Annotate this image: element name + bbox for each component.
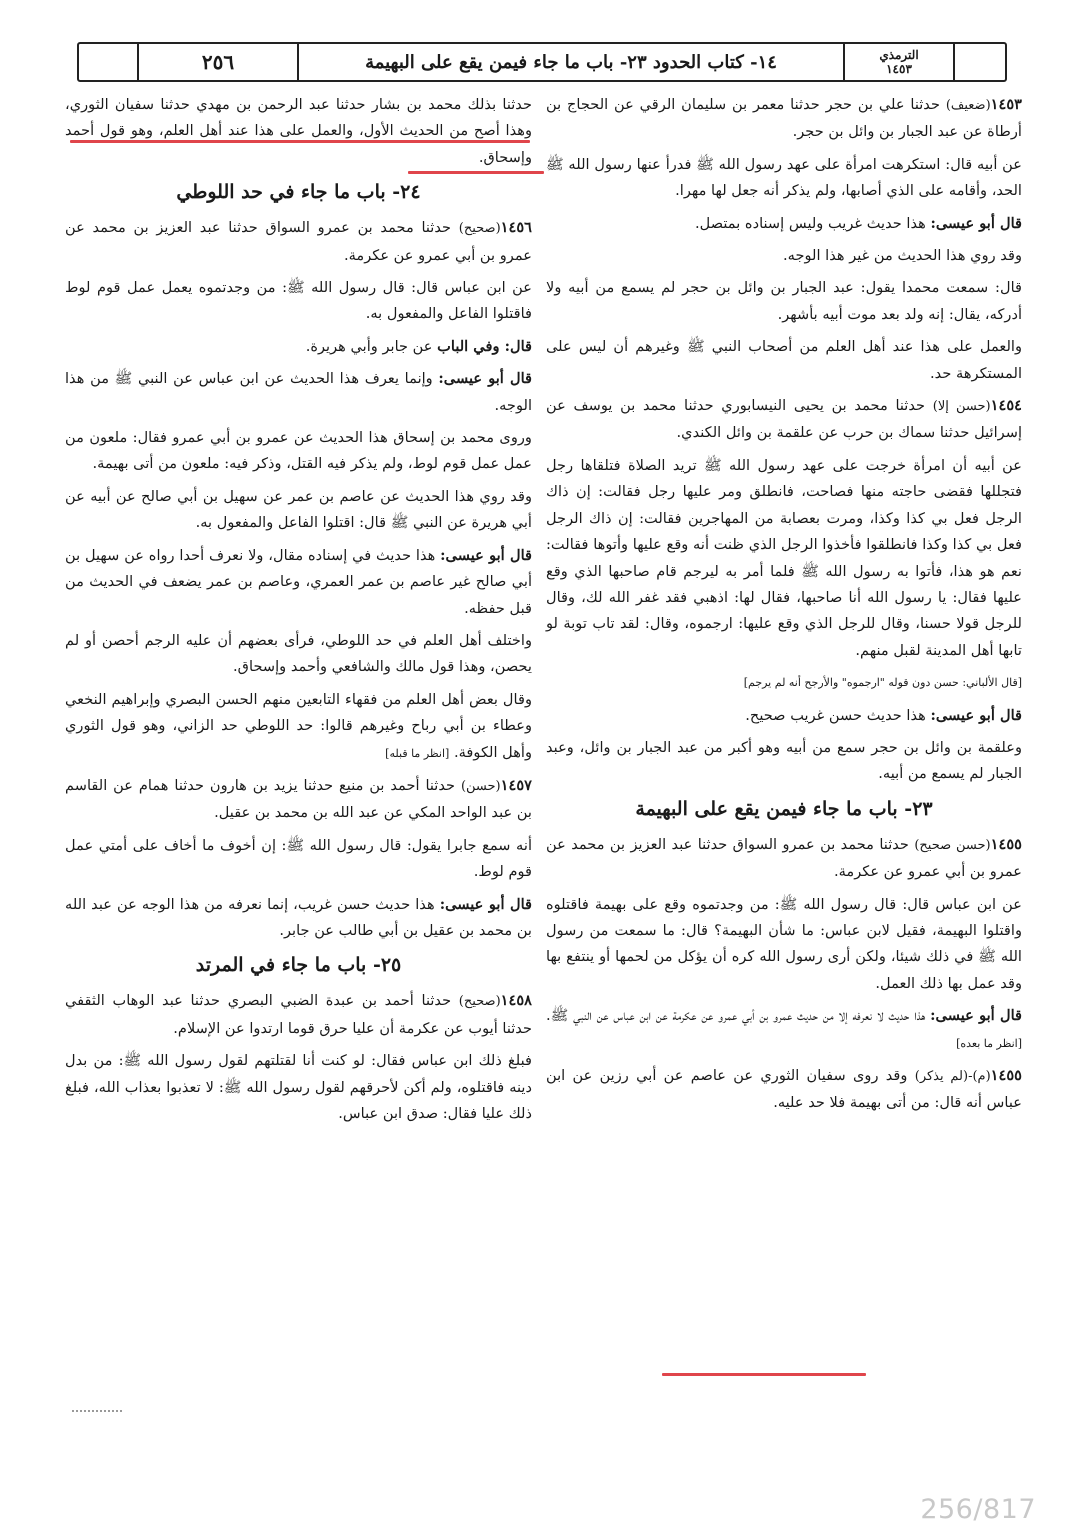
hadith-1455m: ١٤٥٥(م)-(لم يذكر) وقد روى سفيان الثوري عن عاصم عن أبي رزين عن ابن عباس أنه قال: من أتى بهيمة فلا حد عليه. (546, 1067, 1023, 1112)
hadith-1457-chain: ١٤٥٧(حسن) حدثنا أحمد بن منيع حدثنا يزيد بن هارون حدثنا همام عن القاسم بن عبد الواحد المكي عن عبد الله بن محمد بن عقيل. (65, 776, 532, 822)
hadith-1456-comment: قال أبو عيسى: وإنما يعرف هذا الحديث عن ابن عباس عن النبي ﷺ من هذا الوجه. (65, 370, 532, 414)
left-column (65, 92, 532, 1133)
hadith-1457-text: أنه سمع جابرا يقول: قال رسول الله ﷺ: إن أخوف ما أخاف على أمتي عمل قوم لوط. (65, 836, 532, 881)
hadith-1456-paragraph-4: واختلف أهل العلم في حد اللوطي، فرأى بعضهم أن عليه الرجم أحصن أو لم يحصن، وهذا قول مالك والشافعي وأحمد وإسحاق. (65, 631, 532, 676)
continuation-text: حدثنا بذلك محمد بن بشار حدثنا عبد الرحمن بن مهدي حدثنا سفيان الثوري، وهذا أصح من الحديث الأول، والعمل على هذا عند أهل العلم، وهو قول أحمد وإسحاق. (65, 96, 533, 166)
hadith-1454-paragraph-2: وعلقمة بن وائل بن حجر سمع من أبيه وهو أكبر من عبد الجبار بن وائل، وعبد الجبار لم يسمع من أبيه. (546, 738, 1022, 783)
hadith-1456-comment-2: قال أبو عيسى: هذا حديث في إسناده مقال، ولا نعرف أحدا رواه عن سهيل بن أبي صالح غير عاصم بن عمر العمري، وعاصم بن عمر يضعف في الحديث من قبل حفظه. (65, 546, 533, 617)
page-counter: 256/817 (920, 1494, 1036, 1525)
section-24-title: ٢٤- باب ما جاء في حد اللوطي (176, 181, 421, 204)
hadith-1453-paragraph-2: وقد روي هذا الحديث من غير هذا الوجه. (782, 247, 1022, 265)
section-23-title: ٢٣- باب ما جاء فيمن يقع على البهيمة (635, 797, 933, 820)
footnote-dots (72, 1410, 122, 1412)
header-hadith-number: ١٤٥٣ (886, 62, 912, 76)
hadith-1456-paragraph-3: وقد روي هذا الحديث عن عاصم بن عمر عن سهيل بن أبي صالح عن أبيه عن أبي هريرة عن النبي ﷺ قال: اقتلوا الفاعل والمفعول به. (65, 487, 532, 532)
header-page-number: ٢٥٦ (139, 44, 299, 80)
hadith-1453-text: عن أبيه قال: استكرهت امرأة على عهد رسول الله ﷺ فدرأ عنها رسول الله ﷺ الحد، وأقامه على الذي أصابها، ولم يذكر أنه جعل لها مهرا. (546, 155, 1022, 200)
header-blank-left (79, 44, 139, 80)
hadith-1453-chain: ١٤٥٣(ضعيف) حدثنا علي بن حجر حدثنا معمر بن سليمان الرقي عن الحجاج بن أرطاة عن عبد الجبار بن وائل بن حجر. (546, 96, 1023, 141)
header-collection: الترمذي (879, 48, 919, 62)
header-title: ١٤- كتاب الحدود ٢٣- باب ما جاء فيمن يقع على البهيمة (299, 44, 845, 80)
hadith-1453-paragraph-3: قال: سمعت محمدا يقول: عبد الجبار بن وائل بن حجر لم يسمع من أبيه ولا أدركه، يقال: إنه ولد بعد موت أبيه بأشهر. (546, 279, 1022, 323)
hadith-1454-albani-note: [قال الألباني: حسن دون قوله "ارجموه" والأرجح أنه لم يرجم] (743, 676, 1022, 690)
right-column (546, 92, 1022, 1123)
hadith-1454-text: عن أبيه أن امرأة خرجت على عهد رسول الله ﷺ تريد الصلاة فتلقاها رجل فتجللها فقضى حاجته منها فصاحت، فانطلق ومر عليها رجل فقالت: إن ذاك الرجل فعل بي كذا وكذا، ومرت بعصابة من المهاجرين فقالت: إن ذاك الرجل فعل بي كذا وكذا فانطلقوا فأخذوا الرجل الذي ظنت أنه وقع عليها وأتوها فقالت: نعم هو هذا، فأتوا به رسول الله ﷺ فلما أمر به ليرجم قام صاحبها الذي وقع عليها فقال: يا رسول الله أنا صاحبها، فقال لها: اذهبي فقد غفر الله لك، وقال للرجل قولا حسنا، وقال للرجل الذي وقع عليها: ارجموه، وقال: لقد تاب توبة لو تابها أهل المدينة لقبل منهم. (546, 456, 1022, 659)
page-header (77, 42, 1007, 82)
hadith-1456-paragraph-5: وقال بعض أهل العلم من فقهاء التابعين منهم الحسن البصري وإبراهيم النخعي وعطاء بن أبي رباح وغيرهم قالوا: حد اللوطي حد الزاني، وهو قول الثوري وأهل الكوفة. [انظر ما قبله] (65, 690, 532, 761)
hadith-1454-chain: ١٤٥٤(حسن إلا) حدثنا محمد بن يحيى النيسابوري حدثنا محمد بن يوسف عن إسرائيل حدثنا سماك بن حرب عن علقمة بن وائل الكندي. (546, 397, 1022, 442)
hadith-1456-bab: قال: وفي الباب عن جابر وأبي هريرة. (305, 337, 532, 355)
hadith-1453-comment: قال أبو عيسى: هذا حديث غريب وليس إسناده بمتصل. (695, 214, 1022, 232)
hadith-1455-chain: ١٤٥٥(حسن صحيح) حدثنا محمد بن عمرو السواق حدثنا عبد العزيز بن محمد عن عمرو بن أبي عمرو عن عكرمة. (546, 835, 1022, 881)
header-hadith-id (845, 44, 955, 80)
hadith-1456-text: عن ابن عباس قال: قال رسول الله ﷺ: من وجدتموه يعمل عمل قوم لوط فاقتلوا الفاعل والمفعول به. (65, 279, 532, 323)
highlight-underline-1 (70, 140, 530, 143)
hadith-1457-comment: قال أبو عيسى: هذا حديث حسن غريب، إنما نعرفه من هذا الوجه عن عبد الله بن محمد بن عقيل بن أبي طالب عن جابر. (65, 895, 532, 939)
hadith-1458-chain: ١٤٥٨(صحيح) حدثنا أحمد بن عبدة الضبي البصري حدثنا عبد الوهاب الثقفي حدثنا أيوب عن عكرمة أن عليا حرق قوما ارتدوا عن الإسلام. (65, 992, 532, 1037)
highlight-underline-2 (408, 171, 544, 174)
hadith-1453-paragraph-4: والعمل على هذا عند أهل العلم من أصحاب النبي ﷺ وغيرهم أن ليس على المستكرهة حد. (546, 338, 1022, 382)
hadith-1456-paragraph-2: وروى محمد بن إسحاق هذا الحديث عن عمرو بن أبي عمرو فقال: ملعون من عمل عمل قوم لوط، ولم يذكر فيه القتل، وذكر فيه: ملعون من أتى بهيمة. (65, 429, 532, 473)
header-blank-right (955, 44, 1005, 80)
hadith-1455-comment: قال أبو عيسى: هذا حديث لا نعرفه إلا من حديث عمرو بن أبي عمرو عن عكرمة عن ابن عباس عن النبي ﷺ. [انظر ما بعده] (546, 1007, 1022, 1050)
section-25-title: ٢٥- باب ما جاء في المرتد (195, 954, 402, 977)
hadith-1455-text: عن ابن عباس قال: قال رسول الله ﷺ: من وجدتموه وقع على بهيمة فاقتلوه واقتلوا البهيمة، فقيل لابن عباس: ما شأن البهيمة؟ قال: ما سمعت من رسول الله ﷺ في ذلك شيئا، ولكن أرى رسول الله كره أن يؤكل من لحمها أو ينتفع بها وقد عمل بها ذلك العمل. (546, 895, 1022, 992)
hadith-1458-text: فبلغ ذلك ابن عباس فقال: لو كنت أنا لقتلتهم لقول رسول الله ﷺ: من بدل دينه فاقتلوه، ولم أكن لأحرقهم لقول رسول الله ﷺ: لا تعذبوا بعذاب الله، فبلغ ذلك عليا فقال: صدق ابن عباس. (65, 1052, 532, 1122)
hadith-1454-comment: قال أبو عيسى: هذا حديث حسن غريب صحيح. (745, 706, 1022, 724)
highlight-underline-3 (662, 1373, 866, 1376)
hadith-1456-chain: ١٤٥٦(صحيح) حدثنا محمد بن عمرو السواق حدثنا عبد العزيز بن محمد عن عمرو بن أبي عمرو عن عكرمة. (65, 219, 532, 264)
